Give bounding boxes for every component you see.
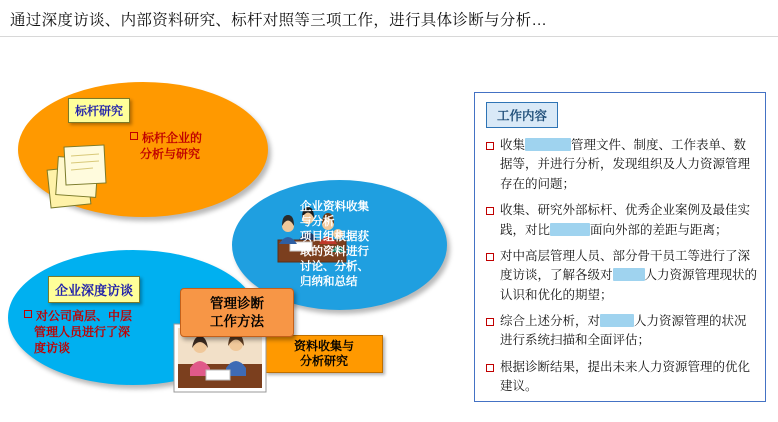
redaction-block — [550, 223, 590, 236]
bullet-icon — [130, 131, 142, 145]
node-benchmark-text-line1: 标杆企业的 — [142, 131, 203, 145]
center-method-line2: 工作方法 — [210, 313, 264, 329]
node-interview-text-line1: 对公司高层、中层 — [36, 309, 133, 323]
work-content-item-prefix: 综合上述分析，对 — [500, 314, 601, 328]
work-content-item — [486, 201, 758, 240]
redaction-block — [525, 138, 571, 151]
square-bullet-icon — [486, 318, 494, 326]
redaction-block — [613, 268, 645, 281]
work-content-item-text — [500, 201, 758, 240]
node-interview-text-line3: 度访谈 — [24, 341, 71, 356]
work-content-item-prefix: 根据诊断结果，提出未来人力资源管理的优化建议。 — [500, 359, 751, 394]
title-divider — [0, 36, 778, 37]
node-collect-tag-line1: 资料收集与 — [293, 339, 354, 353]
work-content-item — [486, 358, 758, 397]
node-collect-text-line5: 讨论、分析、 — [300, 260, 369, 273]
work-content-item-text — [500, 312, 758, 351]
node-benchmark-text-line2: 分析与研究 — [130, 147, 201, 162]
work-content-item — [486, 312, 758, 351]
center-method-line1: 管理诊断 — [210, 296, 264, 311]
square-bullet-icon — [486, 253, 494, 261]
node-collect-text-line4: 取的资料进行 — [300, 245, 369, 258]
work-content-item-text — [500, 136, 758, 194]
work-content-item-suffix: 人力资源管理的状况进行系统扫描和全面评估； — [500, 314, 747, 348]
work-content-item — [486, 136, 758, 194]
center-method-box[interactable] — [180, 288, 294, 337]
work-content-item-suffix: 面向外部的差距与距离； — [590, 222, 728, 237]
diagram-area — [0, 60, 470, 422]
node-benchmark-text — [130, 130, 260, 162]
work-content-item-prefix: 收集、研究外部标杆、优秀企业案例及最佳实践，对比 — [500, 203, 751, 237]
square-bullet-icon — [486, 207, 494, 215]
node-interview-text — [24, 308, 174, 357]
node-collect-tag[interactable] — [265, 335, 383, 373]
square-bullet-icon — [486, 142, 494, 150]
work-content-item-suffix: 管理文件、制度、工作表单、数据等，并进行分析，发现组织及人力资源管理存在的问题； — [500, 138, 751, 191]
node-collect-tag-line2: 分析研究 — [299, 354, 348, 368]
page-title: 通过深度访谈、内部资料研究、标杆对照等三项工作，进行具体诊断与分析… — [10, 12, 548, 29]
work-content-item-prefix: 收集 — [500, 138, 526, 152]
node-collect-text-line3: 项目组根据获 — [300, 230, 369, 243]
work-content-panel-title: 工作内容 — [486, 102, 558, 128]
node-collect-text-line6: 归纳和总结 — [300, 275, 358, 288]
node-interview-tag[interactable]: 企业深度访谈 — [48, 276, 140, 303]
bullet-icon — [24, 309, 36, 323]
node-collect-text — [300, 200, 420, 290]
work-content-item-text — [500, 247, 758, 305]
work-content-item — [486, 247, 758, 305]
work-content-item-prefix: 对中高层管理人员、部分骨干员工等进行了深度访谈，了解各级对 — [500, 248, 751, 283]
square-bullet-icon — [486, 364, 494, 372]
work-content-item-text — [500, 358, 758, 397]
work-content-list — [486, 136, 758, 404]
node-collect-text-line2: 与分析 — [300, 215, 335, 228]
work-content-item-suffix: 人力资源管理现状的认识和优化的期望； — [500, 268, 758, 302]
redaction-block — [600, 314, 634, 327]
node-collect-text-line1: 企业资料收集 — [300, 201, 369, 213]
node-interview-text-line2: 管理人员进行了深 — [24, 325, 131, 340]
sticky-notes-icon — [45, 138, 125, 218]
node-benchmark-tag[interactable]: 标杆研究 — [68, 98, 130, 123]
